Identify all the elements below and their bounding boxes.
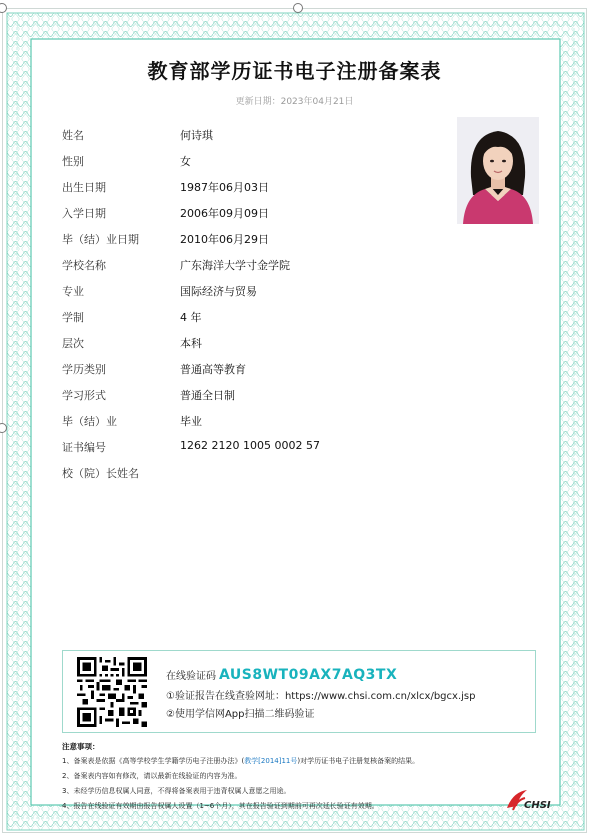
field-label: 学制 <box>62 311 84 324</box>
note-3: 3、未经学历信息权属人同意，不得将备案表用于违背权属人意愿之用途。 <box>62 787 291 795</box>
field-label: 出生日期 <box>62 181 106 194</box>
field-label: 姓名 <box>62 129 84 142</box>
document-title: 教育部学历证书电子注册备案表 <box>147 59 442 83</box>
regulation-link[interactable]: 教学[2014]11号 <box>244 757 298 765</box>
qr-code-icon[interactable] <box>77 657 147 727</box>
note-4: 4、报告在线验证有效期由报告权属人设置（1~6个月），其在报告验证到期前可再次延长验证有效期。 <box>62 802 379 810</box>
verification-url-line[interactable]: ①验证报告在线查验网址：https://www.chsi.com.cn/xlcx/bgcx.jsp <box>166 691 476 702</box>
field-value: 普通全日制 <box>180 389 235 402</box>
resize-handle-top[interactable] <box>293 3 303 13</box>
verification-code-line <box>166 667 397 683</box>
field-value: 4 年 <box>180 311 202 324</box>
field-label: 毕（结）业 <box>62 415 117 428</box>
update-date: 更新日期：2023年04月21日 <box>235 97 354 107</box>
field-label: 证书编号 <box>62 441 106 454</box>
field-value: 2006年09月09日 <box>180 207 269 220</box>
field-value: 1987年06月03日 <box>180 181 269 194</box>
verification-app-line: ②使用学信网App扫描二维码验证 <box>166 709 315 720</box>
field-label: 学习形式 <box>62 389 106 402</box>
field-label: 校（院）长姓名 <box>62 467 139 480</box>
field-value: 普通高等教育 <box>180 363 246 376</box>
verification-code-label: 在线验证码 <box>166 671 216 682</box>
field-label: 毕（结）业日期 <box>62 233 139 246</box>
field-value: 1262 2120 1005 0002 57 <box>180 439 320 452</box>
field-value: 2010年06月29日 <box>180 233 269 246</box>
field-label: 性别 <box>62 155 84 168</box>
field-value: 毕业 <box>180 415 202 428</box>
verification-code[interactable]: AUS8WT09AX7AQ3TX <box>219 667 398 683</box>
notes-title: 注意事项： <box>62 742 100 751</box>
verification-panel <box>62 650 536 733</box>
field-value: 广东海洋大学寸金学院 <box>180 259 290 272</box>
field-value: 女 <box>180 155 191 168</box>
field-label: 层次 <box>62 337 84 350</box>
field-label: 专业 <box>62 285 84 298</box>
field-value: 国际经济与贸易 <box>180 285 257 298</box>
note-2: 2、备案表内容如有修改，请以最新在线验证的内容为准。 <box>62 772 242 780</box>
field-value: 何诗琪 <box>180 129 213 142</box>
portrait-photo <box>457 117 539 224</box>
field-value: 本科 <box>180 337 202 350</box>
field-label: 入学日期 <box>62 207 106 220</box>
field-label: 学历类别 <box>62 363 106 376</box>
field-label: 学校名称 <box>62 259 106 272</box>
chsi-logo-text: CHSI <box>524 800 551 811</box>
note-1: 1、备案表是依据《高等学校学生学籍学历电子注册办法》(教学[2014]11号)对学历证书电子注册复核备案的结果。 <box>62 757 420 765</box>
